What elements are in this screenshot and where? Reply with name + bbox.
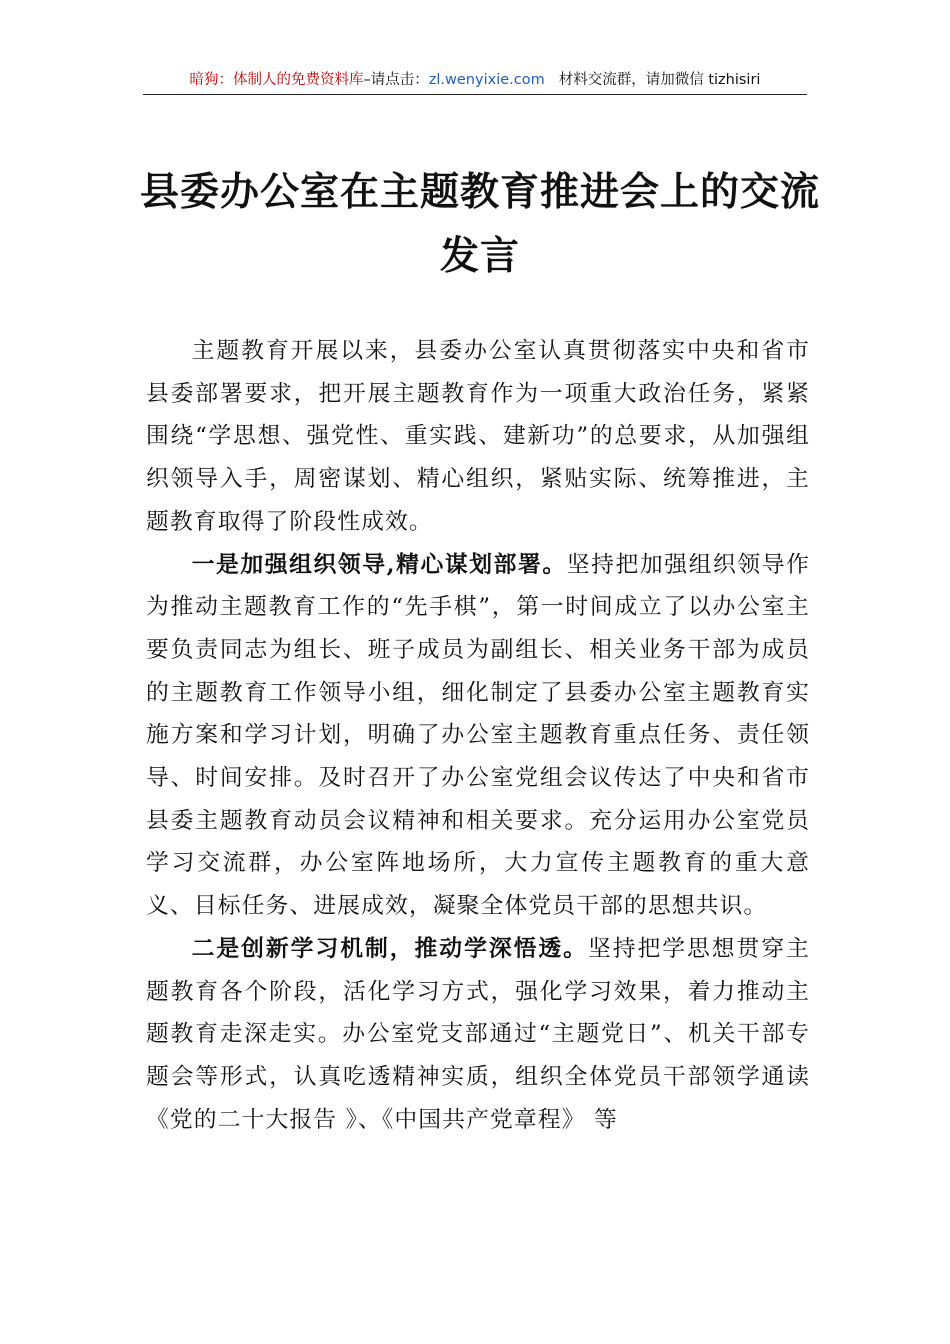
- paragraph-point-one-lead: 一是加强组织领导,精心谋划部署。: [191, 551, 567, 578]
- header-click-prefix: –请点击：: [363, 72, 429, 88]
- document-title: 县委办公室在主题教育推进会上的交流发言: [140, 169, 821, 279]
- paragraph-point-two-lead: 二是创新学习机制，推动学深悟透。: [191, 935, 588, 962]
- paragraph-intro: [146, 330, 810, 544]
- paragraph-point-one-text: 坚持把加强组织领导作为推动主题教育工作的“先手棋”，第一时间成立了以办公室主要负责同志为组长、班子成员为副组长、相关业务干部为成员的主题教育工作领导小组，细化制定了县委办公室主题教育实施方案和学习计划，明确了办公室主题教育重点任务、责任领导、时间安排。及时召开了办公室党组会议传达了中央和省市县委主题教育动员会议精神和相关要求。充分运用办公室党员学习交流群，办公室阵地场所，大力宣传主题教育的重大意义、目标任务、进展成效，凝聚全体党员干部的思想共识。: [146, 551, 811, 920]
- header-contact: 材料交流群，请加微信 tizhisiri: [558, 72, 761, 88]
- paragraph-point-two: [146, 928, 810, 1142]
- paragraph-point-one: [146, 544, 810, 928]
- document-body: [146, 330, 810, 1141]
- header-link[interactable]: zl.wenyixie.com: [428, 72, 545, 88]
- page-header: [143, 70, 807, 95]
- header-source: 暗狗：体制人的免费资料库: [189, 72, 364, 88]
- paragraph-point-two-text: 坚持把学思想贯穿主题教育各个阶段，活化学习方式，强化学习效果，着力推动主题教育走深走实。办公室党支部通过“主题党日”、机关干部专题会等形式，认真吃透精神实质，组织全体党员干部领学通读《党的二十大报告 》、《中国共产党章程》 等: [146, 935, 810, 1133]
- paragraph-intro-text: 主题教育开展以来，县委办公室认真贯彻落实中央和省市县委部署要求，把开展主题教育作为一项重大政治任务，紧紧围绕“学思想、强党性、重实践、建新功”的总要求，从加强组织领导入手，周密谋划、精心组织，紧贴实际、统筹推进，主题教育取得了阶段性成效。: [146, 338, 810, 535]
